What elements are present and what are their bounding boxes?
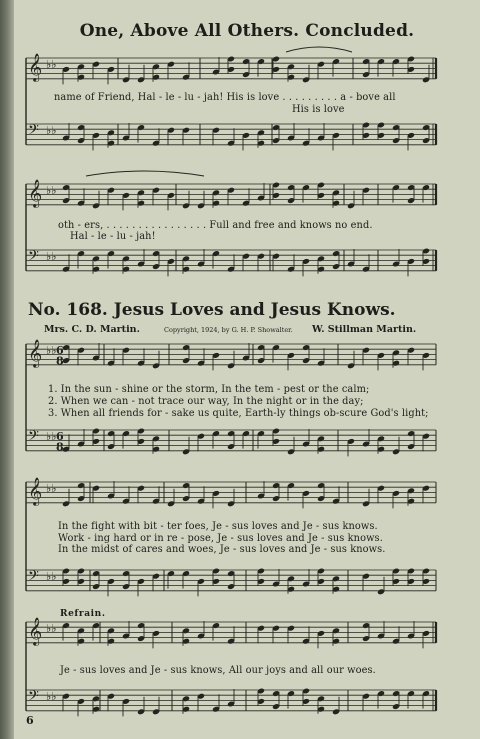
lyricist: Mrs. C. D. Martin. <box>44 324 140 335</box>
copyright-notice: Copyright, 1924, by G. H. P. Showalter. <box>164 326 293 334</box>
refrain-lyric: Je - sus loves and Je - sus knows, All our joys and all our woes. <box>60 665 376 676</box>
verse-1-line-1: 1. In the sun - shine or the storm, In the tem - pest or the calm; <box>48 384 370 395</box>
book-gutter <box>0 0 14 739</box>
composer: W. Stillman Martin. <box>312 324 417 335</box>
treble-clef: 𝄞 <box>28 179 43 207</box>
key-signature: ♭♭ <box>46 622 57 635</box>
treble-clef: 𝄞 <box>28 477 43 505</box>
key-signature: ♭♭ <box>46 250 57 263</box>
verse-2-line-2: Work - ing hard or in re - pose, Je - sus loves and Je - sus knows. <box>58 533 383 544</box>
time-signature: 8 <box>56 440 64 454</box>
lyric-line-alto: His is love <box>292 104 345 115</box>
concluded-title: One, Above All Others. Concluded. <box>79 21 415 41</box>
key-signature: ♭♭ <box>46 570 57 583</box>
treble-clef: 𝄞 <box>28 339 43 367</box>
key-signature: ♭♭ <box>46 344 57 357</box>
lyric-line: name of Friend, Hal - le - lu - jah! His is love . . . . . . . . . a - bove all <box>54 92 396 103</box>
key-signature: ♭♭ <box>46 184 57 197</box>
page-number: 6 <box>26 714 34 727</box>
time-signature: 8 <box>56 354 64 368</box>
hymn-number: No. 168. <box>28 300 108 320</box>
verse-3-line-2: In the midst of cares and woes, Je - sus loves and Je - sus knows. <box>58 544 386 555</box>
slur <box>86 171 204 176</box>
key-signature: ♭♭ <box>46 690 57 703</box>
hymn-heading <box>28 300 396 320</box>
sheet-music <box>14 0 480 739</box>
time-signature: 6 <box>56 430 64 443</box>
key-signature: ♭♭ <box>46 124 57 137</box>
time-signature: 6 <box>56 344 64 357</box>
key-signature: ♭♭ <box>46 482 57 495</box>
verse-3-line-1: 3. When all friends for - sake us quite, Earth-ly things ob-scure God's light; <box>48 408 429 419</box>
refrain-label: Refrain. <box>60 609 106 619</box>
hymn-title: Jesus Loves and Jesus Knows. <box>113 300 396 320</box>
lyric-line: oth - ers, . . . . . . . . . . . . . . . . Full and free and knows no end. <box>58 220 373 231</box>
bass-clef: 𝄢 <box>28 122 39 142</box>
treble-clef: 𝄞 <box>28 53 43 81</box>
treble-clef: 𝄞 <box>28 617 43 645</box>
verse-1-line-2: In the fight with bit - ter foes, Je - sus loves and Je - sus knows. <box>58 521 378 532</box>
verse-2-line-1: 2. When we can - not trace our way, In the night or in the day; <box>48 396 364 407</box>
slur <box>286 47 352 52</box>
key-signature: ♭♭ <box>46 58 57 71</box>
lyric-line-alto: Hal - le - lu - jah! <box>70 231 156 242</box>
bass-clef: 𝄢 <box>28 568 39 588</box>
bass-clef: 𝄢 <box>28 248 39 268</box>
key-signature: ♭♭ <box>46 430 57 443</box>
hymnal-page <box>14 0 480 739</box>
bass-clef: 𝄢 <box>28 428 39 448</box>
bass-clef: 𝄢 <box>28 688 39 708</box>
